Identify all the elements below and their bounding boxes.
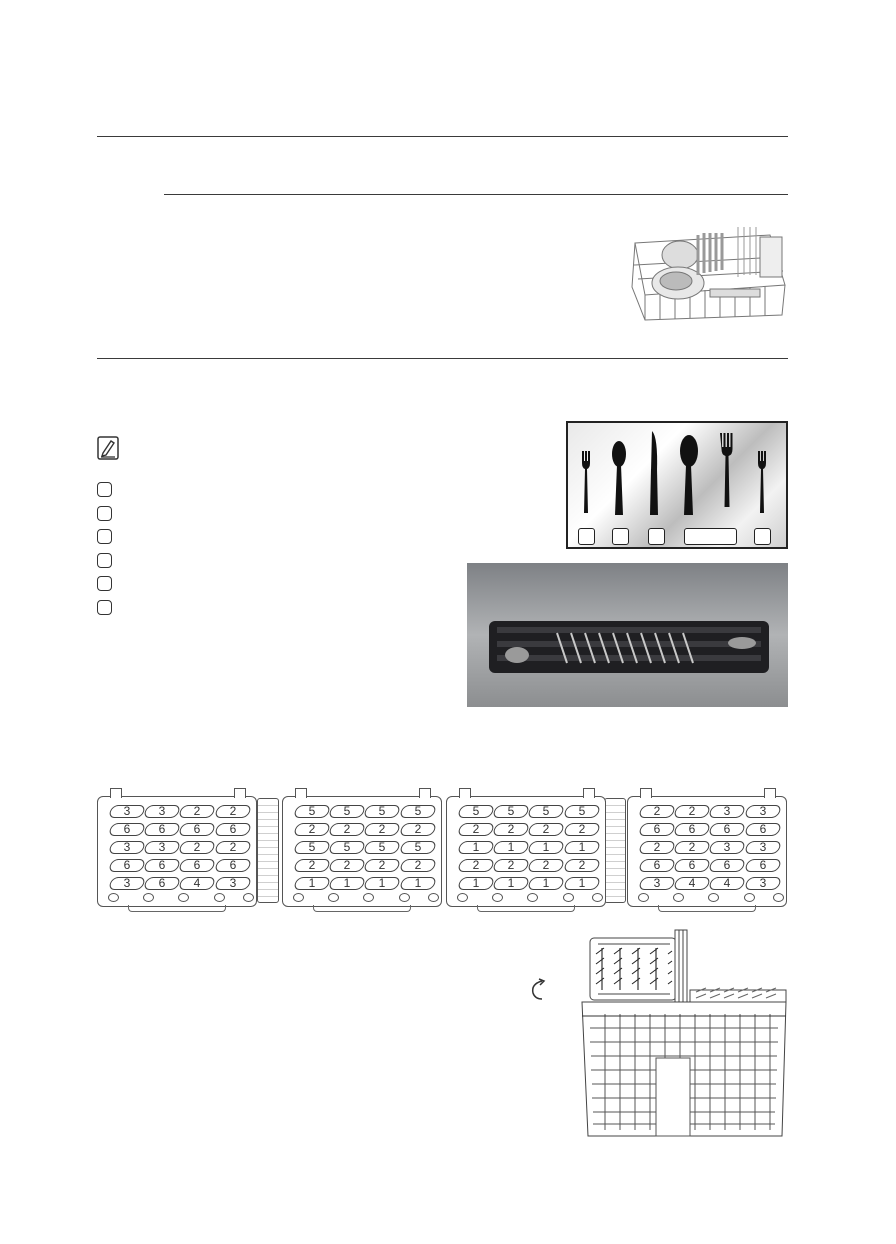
list-bullet-box — [97, 553, 112, 568]
basket-slot-number: 1 — [343, 876, 351, 890]
cutlery-types-panel — [566, 421, 788, 549]
basket-slot-number: 5 — [578, 804, 586, 818]
basket-slot-number: 3 — [123, 876, 131, 890]
cutlery-silhouettes — [568, 423, 786, 527]
cutlery-label-box — [648, 528, 665, 545]
basket-drain-hole — [708, 893, 719, 902]
basket-clip — [640, 788, 652, 798]
basket-clip — [764, 788, 776, 798]
basket-slot-number: 2 — [378, 822, 386, 836]
basket-slot-number: 2 — [507, 858, 515, 872]
basket-slot-number: 6 — [653, 822, 661, 836]
cutlery-label-box — [612, 528, 629, 545]
basket-slot-number: 3 — [123, 840, 131, 854]
basket-base — [128, 905, 226, 912]
basket-clip — [583, 788, 595, 798]
basket-slot-number: 1 — [542, 876, 550, 890]
basket-slot-number: 2 — [343, 822, 351, 836]
basket-slot-number: 5 — [378, 804, 386, 818]
basket-slot-number: 6 — [723, 822, 731, 836]
list-bullet-box — [97, 506, 112, 521]
basket-slot-number: 4 — [688, 876, 696, 890]
basket-slot-number: 2 — [308, 822, 316, 836]
basket-drain-hole — [214, 893, 225, 902]
basket-slot-number: 2 — [542, 858, 550, 872]
basket-slot-number: 6 — [158, 822, 166, 836]
basket-slot-number: 5 — [378, 840, 386, 854]
basket-slot-number: 2 — [653, 840, 661, 854]
top-rule — [97, 136, 788, 137]
basket-slot-number: 6 — [123, 858, 131, 872]
basket-slot-number: 2 — [653, 804, 661, 818]
section-rule — [97, 358, 788, 359]
cutlery-label-box — [684, 528, 737, 545]
basket-slot-number: 1 — [578, 876, 586, 890]
basket-clip — [419, 788, 431, 798]
photo-content — [467, 563, 788, 707]
basket-slot-number: 6 — [229, 858, 237, 872]
basket-clip — [110, 788, 122, 798]
list-bullet-box — [97, 529, 112, 544]
basket-slot-number: 3 — [759, 840, 767, 854]
basket-slot-number: 3 — [723, 804, 731, 818]
basket-hinge — [604, 798, 626, 903]
basket-slot-number: 2 — [378, 858, 386, 872]
cutlery-label-box — [754, 528, 771, 545]
basket-drain-hole — [428, 893, 439, 902]
basket-slot-number: 4 — [723, 876, 731, 890]
basket-slot-number: 2 — [507, 822, 515, 836]
basket-clip — [459, 788, 471, 798]
basket-slot-number: 2 — [193, 840, 201, 854]
basket-slot-number: 2 — [414, 858, 422, 872]
basket-slot-number: 1 — [378, 876, 386, 890]
basket-slot-number: 3 — [653, 876, 661, 890]
basket-slot-number: 3 — [158, 840, 166, 854]
basket-slot-number: 2 — [472, 858, 480, 872]
basket-slot-number: 6 — [158, 876, 166, 890]
basket-slot-number: 5 — [308, 804, 316, 818]
basket-slot-number: 2 — [343, 858, 351, 872]
basket-base — [477, 905, 575, 912]
basket-slot-number: 3 — [759, 876, 767, 890]
basket-slot-number: 3 — [723, 840, 731, 854]
basket-drain-hole — [773, 893, 784, 902]
basket-clip — [234, 788, 246, 798]
basket-slot-number: 3 — [759, 804, 767, 818]
basket-drain-hole — [638, 893, 649, 902]
basket-slot-number: 6 — [229, 822, 237, 836]
basket-drain-hole — [293, 893, 304, 902]
basket-slot-number: 6 — [723, 858, 731, 872]
basket-drain-hole — [363, 893, 374, 902]
basket-slot-number: 5 — [343, 804, 351, 818]
basket-slot-number: 1 — [472, 840, 480, 854]
basket-clip — [295, 788, 307, 798]
basket-slot-number: 1 — [507, 840, 515, 854]
basket-slot-number: 2 — [578, 858, 586, 872]
basket-base — [658, 905, 756, 912]
basket-slot-number: 5 — [414, 840, 422, 854]
basket-slot-number: 5 — [507, 804, 515, 818]
basket-slot-number: 1 — [578, 840, 586, 854]
basket-slot-number: 6 — [653, 858, 661, 872]
basket-slot-number: 1 — [472, 876, 480, 890]
basket-drain-hole — [328, 893, 339, 902]
basket-drain-hole — [563, 893, 574, 902]
basket-drain-hole — [243, 893, 254, 902]
basket-drain-hole — [457, 893, 468, 902]
basket-drain-hole — [178, 893, 189, 902]
rotate-arrow-icon — [528, 978, 548, 1002]
basket-slot-number: 3 — [158, 804, 166, 818]
basket-slot-number: 2 — [414, 822, 422, 836]
basket-slot-number: 2 — [308, 858, 316, 872]
basket-drain-hole — [143, 893, 154, 902]
list-bullet-box — [97, 576, 112, 591]
basket-drain-hole — [399, 893, 410, 902]
sub-rule — [164, 194, 788, 195]
basket-slot-number: 1 — [308, 876, 316, 890]
basket-drain-hole — [744, 893, 755, 902]
basket-slot-number: 1 — [414, 876, 422, 890]
basket-slot-number: 3 — [123, 804, 131, 818]
note-pencil-icon — [97, 436, 119, 460]
basket-drain-hole — [492, 893, 503, 902]
basket-grid-2 — [282, 796, 442, 907]
basket-slot-number: 6 — [688, 858, 696, 872]
basket-slot-number: 6 — [123, 822, 131, 836]
basket-slot-number: 5 — [414, 804, 422, 818]
basket-slot-number: 2 — [472, 822, 480, 836]
basket-slot-number: 6 — [759, 858, 767, 872]
basket-slot-number: 4 — [193, 876, 201, 890]
basket-hinge — [257, 798, 279, 903]
basket-slot-number: 2 — [193, 804, 201, 818]
basket-drain-hole — [673, 893, 684, 902]
basket-slot-number: 5 — [542, 804, 550, 818]
basket-slot-number: 2 — [688, 840, 696, 854]
basket-grid-3 — [446, 796, 606, 907]
basket-grid-1 — [97, 796, 257, 907]
basket-slot-number: 6 — [193, 858, 201, 872]
basket-base — [313, 905, 411, 912]
basket-slot-number: 6 — [193, 822, 201, 836]
basket-slot-number: 5 — [472, 804, 480, 818]
list-bullet-box — [97, 482, 112, 497]
basket-slot-number: 2 — [688, 804, 696, 818]
basket-drain-hole — [108, 893, 119, 902]
basket-slot-number: 3 — [229, 876, 237, 890]
basket-slot-number: 6 — [759, 822, 767, 836]
basket-slot-number: 6 — [158, 858, 166, 872]
basket-slot-number: 5 — [343, 840, 351, 854]
cutlery-label-box — [578, 528, 595, 545]
basket-slot-number: 2 — [229, 804, 237, 818]
basket-grid-4 — [627, 796, 787, 907]
basket-slot-number: 1 — [507, 876, 515, 890]
dishwasher-rack-illustration — [620, 215, 790, 325]
basket-slot-number: 1 — [542, 840, 550, 854]
basket-slot-number: 2 — [578, 822, 586, 836]
basket-drain-hole — [527, 893, 538, 902]
basket-slot-number: 2 — [229, 840, 237, 854]
cutlery-basket-photo — [467, 563, 788, 707]
list-bullet-box — [97, 600, 112, 615]
basket-slot-number: 2 — [542, 822, 550, 836]
basket-slot-number: 5 — [308, 840, 316, 854]
basket-drain-hole — [592, 893, 603, 902]
basket-slot-number: 6 — [688, 822, 696, 836]
cutlery-basket-illustration — [530, 928, 792, 1140]
checkbox-list — [97, 482, 117, 624]
